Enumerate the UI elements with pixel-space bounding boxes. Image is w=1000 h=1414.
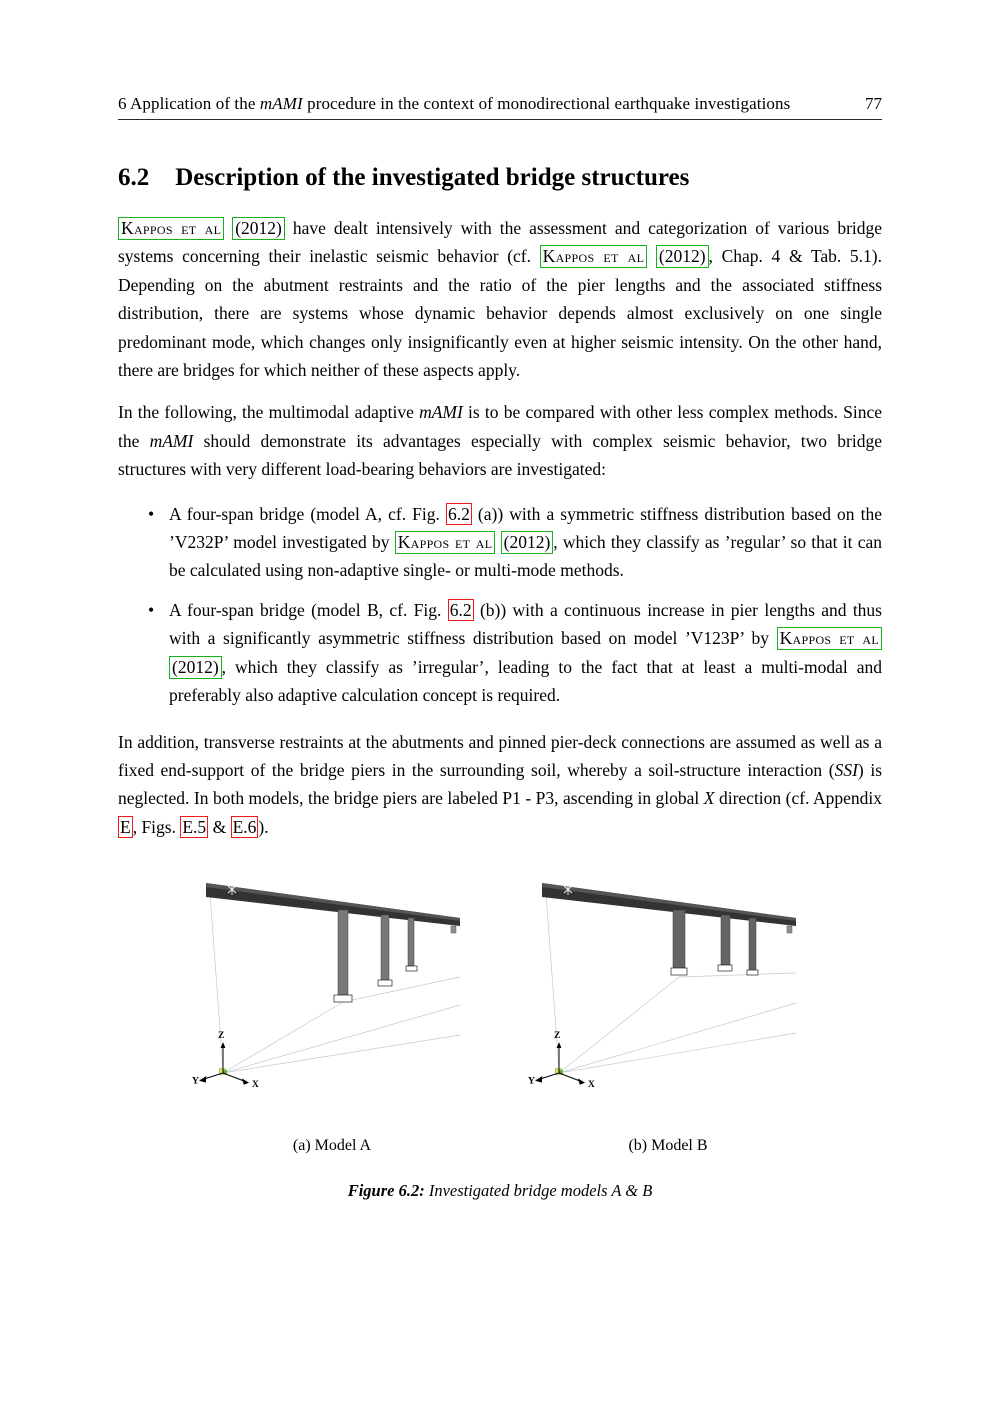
ref-fig-e5[interactable]: E.5	[182, 816, 207, 837]
bullet-item-model-b	[148, 596, 882, 710]
figure-caption	[118, 1181, 882, 1201]
y-axis-arrow	[535, 1076, 542, 1083]
x-axis-arrow	[578, 1079, 585, 1085]
figure-6-2	[118, 877, 882, 1201]
axis-triad	[528, 1031, 595, 1090]
citation-kappos[interactable]: Kappos et al	[118, 217, 224, 240]
text-run: SSI	[834, 759, 858, 780]
y-axis-arrow	[199, 1076, 206, 1083]
text-run: ) is neglected. In both models, the bridge piers are labeled P1 - P3, ascending in global	[118, 759, 883, 809]
subfigure-model-a	[192, 877, 472, 1155]
bridge-deck	[206, 883, 460, 926]
bridge-piers	[338, 910, 414, 995]
bullet-item-model-a	[148, 500, 882, 585]
axis-label-y: Y	[192, 1076, 199, 1087]
text-run: &	[208, 816, 231, 837]
ref-fig-e6[interactable]: E.6	[232, 816, 257, 837]
running-header	[118, 94, 882, 120]
page-number: 77	[865, 94, 882, 113]
text-run: , which they classify as ’irregular’, leading to the fact that at least a multi-modal and preferably also adaptive calculation concept is required.	[169, 656, 882, 706]
text-run: have dealt intensively with the assessment and categorization of various bridge systems concerning their inelastic seismic behavior (cf.	[118, 218, 883, 267]
axis-triad	[192, 1031, 259, 1090]
citation-kappos[interactable]: Kappos et al	[395, 531, 496, 554]
paragraph-3	[118, 728, 882, 842]
ref-fig-6-2[interactable]: 6.2	[447, 503, 470, 524]
text-run: ).	[258, 816, 269, 837]
axis-label-x: X	[252, 1080, 259, 1091]
text-run: A four-span bridge (model B, cf. Fig.	[169, 599, 448, 620]
text-run: direction (cf. Appendix	[714, 788, 882, 809]
text-run: Investigated bridge models A & B	[428, 1181, 653, 1201]
paragraph-1	[118, 214, 882, 384]
text-run: X	[703, 788, 715, 809]
citation-year[interactable]: (2012)	[501, 531, 554, 554]
figure-row	[118, 877, 882, 1155]
bridge-deck	[542, 883, 796, 926]
text-run: procedure in the context of monodirectional earthquake investigations	[302, 94, 791, 113]
text-run	[495, 532, 500, 552]
subfigure-model-b	[528, 877, 808, 1155]
text-column	[118, 94, 882, 1201]
axis-label-z: Z	[218, 1031, 225, 1042]
text-run: In addition, transverse restraints at the abutments and pinned pier-deck connections are assumed as well as a fixed end-support of the bridge piers in the surrounding soil, whereby a soil-structure interaction (	[118, 731, 882, 780]
citation-kappos[interactable]: Kappos et al	[540, 245, 648, 268]
text-run: mAMI	[259, 94, 303, 113]
text-run	[647, 246, 656, 266]
text-run: 6 Application of the	[118, 94, 260, 113]
text-run: (b)) with a continuous increase in pier lengths and thus with a significantly asymmetric stiffness distribution based on model ’V123P’ by	[169, 599, 882, 649]
axis-label-y: Y	[528, 1076, 535, 1087]
citation-year[interactable]: (2012)	[656, 245, 709, 268]
citation-year[interactable]: (2012)	[232, 217, 285, 240]
paragraph-2	[118, 398, 882, 483]
ref-appendix-e[interactable]: E	[120, 816, 131, 837]
text-run: , Chap. 4 & Tab. 5.1). Depending on the abutment restraints and the ratio of the pier lengths and the associated stiffness distribution, there are systems whose dynamic behavior depends almost exclusively on one single predominant mode, which changes only insignificantly even at higher seismic intensity. On the other hand, there are bridges for which neither of these aspects apply.	[118, 246, 882, 381]
bullet-list	[118, 500, 882, 710]
axis-label-z: Z	[554, 1031, 561, 1042]
section-heading	[118, 164, 882, 192]
header-title	[118, 94, 790, 114]
text-run: mAMI	[149, 430, 194, 451]
bridge-model-b-image	[528, 877, 808, 1129]
citation-kappos[interactable]: Kappos et al	[777, 627, 882, 650]
ref-fig-6-2[interactable]: 6.2	[449, 599, 472, 620]
text-run: A four-span bridge (model A, cf. Fig.	[169, 503, 446, 524]
abutment-support	[451, 926, 456, 933]
text-run: (a)) with a symmetric stiffness distribution based on the ’V232P’ model investigated by	[169, 503, 882, 553]
text-run: mAMI	[419, 402, 463, 423]
text-run: should demonstrate its advantages especially with complex seismic behavior, two bridge structures with very different load-bearing behaviors are investigated:	[118, 430, 882, 480]
subcaption-model-b: (b) Model B	[628, 1137, 708, 1155]
axis-label-x: X	[588, 1080, 595, 1091]
text-run: , which they classify as ’regular’ so that it can be calculated using non-adaptive single- or multi-mode methods.	[169, 532, 882, 581]
text-run: is to be compared with other less complex methods. Since the	[118, 402, 882, 451]
subcaption-model-a: (a) Model A	[292, 1137, 372, 1155]
text-run: , Figs.	[132, 816, 181, 837]
section-number: 6.2	[118, 164, 150, 191]
section-title: Description of the investigated bridge structures	[175, 164, 690, 191]
text-run: Figure 6.2:	[347, 1181, 429, 1201]
x-axis-arrow	[242, 1079, 249, 1085]
bridge-model-a-image	[192, 877, 472, 1129]
text-run: In the following, the multimodal adaptive	[118, 402, 420, 423]
citation-year[interactable]: (2012)	[169, 656, 222, 679]
abutment-support	[787, 926, 792, 933]
